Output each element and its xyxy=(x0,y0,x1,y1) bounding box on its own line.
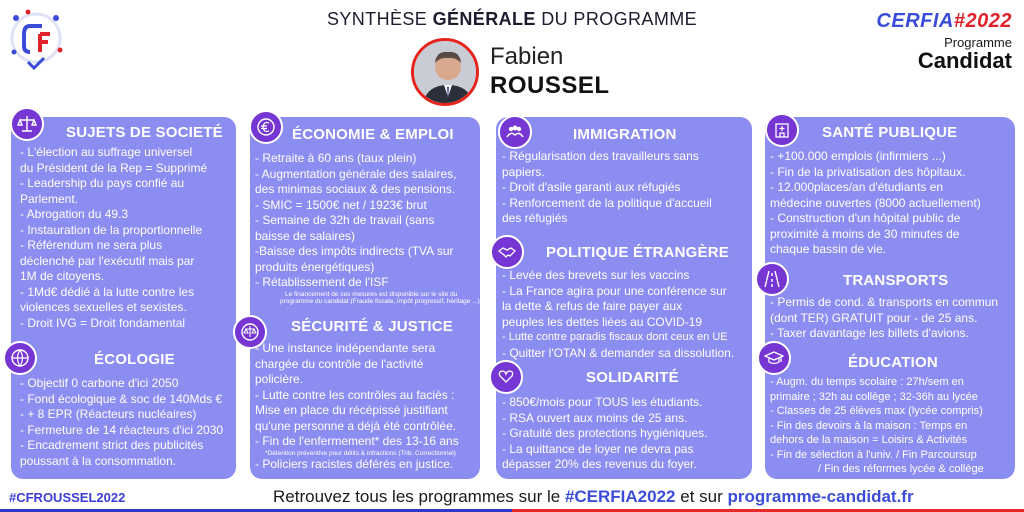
list-education xyxy=(770,375,984,477)
euro-coin-icon xyxy=(249,110,283,144)
list-item: primaire ; 32h au collège ; 32-36h au lycée xyxy=(770,390,978,403)
list-item: dehors de la maison = Loisirs & Activités xyxy=(770,434,968,446)
hospital-icon xyxy=(765,113,799,147)
financing-note: programme du candidat (Fraude fiscale, impôt progressif, héritage ...) xyxy=(280,297,480,305)
list-item: - Encadrement strict des publicités xyxy=(20,438,204,452)
list-item: - Rétablissement de l'ISF xyxy=(255,275,389,289)
list-item: - Retraite à 60 ans (taux plein) xyxy=(255,151,417,165)
list-item: - Policiers racistes déférés en justice. xyxy=(255,456,454,471)
list-item: - Semaine de 32h de travail (sans xyxy=(255,213,435,227)
page-title: SYNTHÈSE GÉNÉRALE DU PROGRAMME xyxy=(326,9,698,29)
list-item: baisse de salaires) xyxy=(255,228,356,243)
list-item: Mise en place du récépissé justifiant xyxy=(255,403,448,417)
list-item: - Lutte contre paradis fiscaux dont ceux en UE xyxy=(502,331,728,343)
balance-icon xyxy=(10,107,44,141)
globe-icon xyxy=(3,341,37,375)
list-item: Parlement. xyxy=(20,191,79,206)
list-ecology xyxy=(20,376,223,469)
list-item: papiers. xyxy=(502,164,545,179)
section-title-education: ÉDUCATION xyxy=(848,354,938,371)
list-item: des réfugiés xyxy=(502,211,568,225)
brand-tag: Candidat xyxy=(917,48,1012,73)
list-item: chaque bassin de vie. xyxy=(770,242,887,256)
section-title-health: SANTÉ PUBLIQUE xyxy=(822,124,958,141)
section-title-foreign-policy: POLITIQUE ÉTRANGÈRE xyxy=(546,244,729,261)
section-title-solidarity: SOLIDARITÉ xyxy=(586,369,679,386)
list-item: des minimas sociaux & des pensions. xyxy=(255,182,456,196)
list-item: poussant à la consommation. xyxy=(20,453,177,468)
handshake-icon xyxy=(490,235,524,269)
list-item: - Gratuité des protections hygiéniques. xyxy=(502,426,708,440)
list-item: - 850€/mois pour TOUS les étudiants. xyxy=(502,395,703,409)
candidate-portrait xyxy=(411,38,479,106)
list-item: - Fin de sélection à l'univ. / Fin Parcoursup xyxy=(770,448,977,461)
list-item: - SMIC = 1500€ net / 1923€ brut xyxy=(255,197,427,212)
list-item: - Renforcement de la politique d'accueil xyxy=(502,195,712,210)
brand-name: CERFIA#2022 xyxy=(876,10,1012,32)
candidate-first-name: Fabien xyxy=(490,43,564,70)
list-item: - Leadership du pays confié au xyxy=(20,176,185,190)
list-item: - Fin de la privatisation des hôpitaux. xyxy=(770,164,966,179)
list-security xyxy=(255,341,459,472)
list-item: policière. xyxy=(255,372,304,386)
detention-note: *Détention préventive pour délits & infractions (Trib. Correctionnel) xyxy=(265,449,456,457)
list-health xyxy=(770,149,981,258)
brand-subtitle: Programme xyxy=(944,35,1012,50)
section-title-security: SÉCURITÉ & JUSTICE xyxy=(291,318,453,335)
list-item: produits énergétiques) xyxy=(255,259,375,274)
section-title-immigration: IMMIGRATION xyxy=(573,126,677,143)
list-item: - Régularisation des travailleurs sans xyxy=(502,149,699,163)
list-item: - RSA ouvert aux moins de 25 ans. xyxy=(502,410,688,425)
list-item: - Augm. du temps scolaire : 27h/sem en xyxy=(770,376,964,388)
programme-candidat-link[interactable]: programme-candidat.fr xyxy=(727,487,914,506)
list-item: - La quittance de loyer ne devra pas xyxy=(502,441,694,456)
list-item: déclenché par l'exécutif mais par xyxy=(20,253,195,268)
list-item: - Fin de l'enfermement* des 13-16 ans xyxy=(255,434,459,448)
list-item: - Fin des devoirs à la maison : Temps en xyxy=(770,419,968,432)
list-item: - Taxer davantage les billets d'avions. xyxy=(770,326,969,340)
footer-hashtag: #CFROUSSEL2022 xyxy=(9,490,126,505)
list-item: - L'élection au suffrage universel xyxy=(20,145,193,159)
list-item: - Permis de cond. & transports en commun xyxy=(770,295,999,309)
list-item: la dette & refus de faire payer aux xyxy=(502,299,683,313)
list-item: peuples les dettes liées au COVID-19 xyxy=(502,314,703,329)
list-item: - Construction d'un hôpital public de xyxy=(770,211,961,225)
graduation-cap-icon xyxy=(757,341,791,375)
list-item: - Instauration de la proportionnelle xyxy=(20,222,203,237)
list-item: du Président de la Rep = Supprimé xyxy=(20,160,208,175)
list-item: - Fermeture de 14 réacteurs d'ici 2030 xyxy=(20,422,224,437)
list-item: - Objectif 0 carbone d'ici 2050 xyxy=(20,376,179,390)
list-transport xyxy=(770,295,998,342)
list-economy xyxy=(255,151,480,305)
financing-note: Le financement de ces mesures est disponible sur le site du xyxy=(285,290,458,298)
list-item: (dont TER) GRATUIT pour - de 25 ans. xyxy=(770,310,978,325)
list-item: - Augmentation générale des salaires, xyxy=(255,166,457,181)
section-title-economy: ÉCONOMIE & EMPLOI xyxy=(292,126,454,143)
cerfia-hashtag-link[interactable]: #CERFIA2022 xyxy=(564,487,676,506)
list-item: - 12.000places/an d'étudiants en xyxy=(770,180,944,194)
list-item: - Référendum ne sera plus xyxy=(20,238,163,252)
list-item: - Lutte contre les contrôles au faciès : xyxy=(255,387,455,402)
list-solidarity xyxy=(502,395,707,473)
list-item: dépasser 20% des revenus du foyer. xyxy=(502,457,697,471)
brand-block xyxy=(876,10,1012,72)
list-item: / Fin des réformes lycée & collège xyxy=(818,463,984,475)
list-item: - Levée des brevets sur les vaccins xyxy=(502,268,690,282)
section-title-society: SUJETS DE SOCIETÉ xyxy=(66,124,223,141)
list-item: médecine ouvertes (8000 actuellement) xyxy=(770,195,981,210)
list-item: - Une instance indépendante sera xyxy=(255,341,436,355)
list-item: violences sexuelles et sexistes. xyxy=(20,300,187,314)
list-society xyxy=(20,145,207,331)
people-group-icon xyxy=(498,115,532,149)
list-item: -Baisse des impôts indirects (TVA sur xyxy=(255,244,454,258)
heart-hands-icon xyxy=(489,360,523,394)
list-item: - Abrogation du 49.3 xyxy=(20,207,129,221)
list-item: - +100.000 emplois (infirmiers ...) xyxy=(770,149,946,163)
list-item: proximité à moins de 30 minutes de xyxy=(770,226,960,241)
list-item: - Fond écologique & soc de 140Mds € xyxy=(20,391,223,406)
list-item: - Droit d'asile garanti aux réfugiés xyxy=(502,180,681,194)
candidate-last-name: ROUSSEL xyxy=(490,72,610,99)
list-item: - Quitter l'OTAN & demander sa dissolution. xyxy=(502,345,735,360)
footer-text: Retrouvez tous les programmes sur le #CERFIA2022 et sur programme-candidat.fr xyxy=(273,487,914,506)
list-item: 1M de citoyens. xyxy=(20,269,105,283)
list-item: - 1Md€ dédié à la lutte contre les xyxy=(20,284,195,299)
road-icon xyxy=(755,262,789,296)
section-title-transport: TRANSPORTS xyxy=(843,272,949,289)
list-item: chargée du contrôle de l'activité xyxy=(255,356,424,371)
list-item: - + 8 EPR (Réacteurs nucléaires) xyxy=(20,407,197,421)
section-title-ecology: ÉCOLOGIE xyxy=(94,351,175,368)
list-foreign-policy xyxy=(502,268,734,361)
list-item: - Classes de 25 élèves max (lycée compris) xyxy=(770,405,983,417)
portrait-silhouette-icon xyxy=(414,41,479,106)
list-immigration xyxy=(502,149,712,227)
list-item: - La France agira pour une conférence sur xyxy=(502,283,727,298)
list-item: - Droit IVG = Droit fondamental xyxy=(20,315,186,330)
list-item: qu'une personne a déjà été contrôlée. xyxy=(255,418,457,433)
